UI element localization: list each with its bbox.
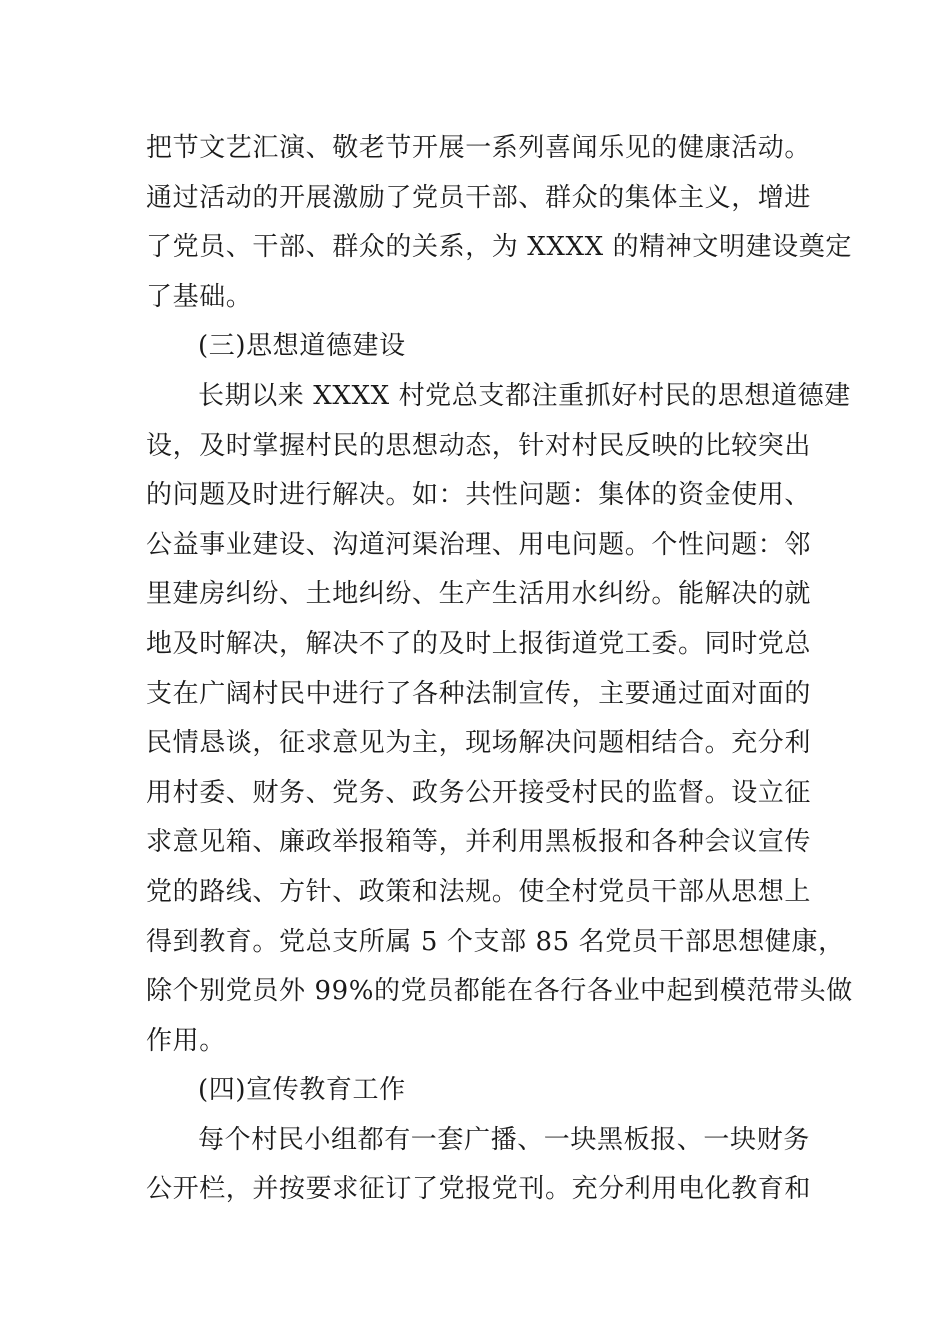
text-line: 每个村民小组都有一套广播、一块黑板报、一块财务 — [198, 1124, 810, 1155]
text-line: 把节文艺汇演、敬老节开展一系列喜闻乐见的健康活动。 — [146, 133, 812, 163]
text-line: 里建房纠纷、土地纠纷、生产生活用水纠纷。能解决的就 — [146, 579, 812, 610]
text-line: 求意见箱、廉政举报箱等，并利用黑板报和各种会议宣传 — [146, 827, 812, 858]
text-line: 设，及时掌握村民的思想动态，针对村民反映的比较突出 — [146, 430, 812, 461]
text-line: 了基础。 — [146, 281, 253, 312]
text-line: 长期以来 XXXX 村党总支都注重抓好村民的思想道德建 — [198, 380, 851, 411]
text-line: 作用。 — [146, 1025, 226, 1056]
text-line: 用村委、财务、党务、政务公开接受村民的监督。设立征 — [146, 777, 812, 808]
text-line: 地及时解决，解决不了的及时上报街道党工委。同时党总 — [146, 628, 812, 659]
text-line: 支在广阔村民中进行了各种法制宣传，主要通过面对面的 — [146, 678, 812, 709]
text-line: 通过活动的开展激励了党员干部、群众的集体主义，增进 — [146, 182, 812, 213]
section-heading: (三)思想道德建设 — [198, 331, 406, 362]
text-line: 公开栏，并按要求征订了党报党刊。充分利用电化教育和 — [146, 1174, 812, 1205]
section-heading: (四)宣传教育工作 — [198, 1075, 406, 1106]
text-line: 公益事业建设、沟道河渠治理、用电问题。个性问题：邻 — [146, 529, 812, 560]
body-text — [146, 124, 853, 1215]
text-line: 党的路线、方针、政策和法规。使全村党员干部从思想上 — [146, 876, 812, 907]
text-line: 的问题及时进行解决。如：共性问题：集体的资金使用、 — [146, 480, 812, 511]
text-line: 得到教育。党总支所属 5 个支部 85 名党员干部思想健康， — [146, 926, 845, 957]
text-line: 民情恳谈，征求意见为主，现场解决问题相结合。充分利 — [146, 728, 812, 759]
text-line: 了党员、干部、群众的关系，为 XXXX 的精神文明建设奠定 — [146, 232, 852, 263]
text-line: 除个别党员外 99%的党员都能在各行各业中起到模范带头做 — [146, 976, 853, 1007]
